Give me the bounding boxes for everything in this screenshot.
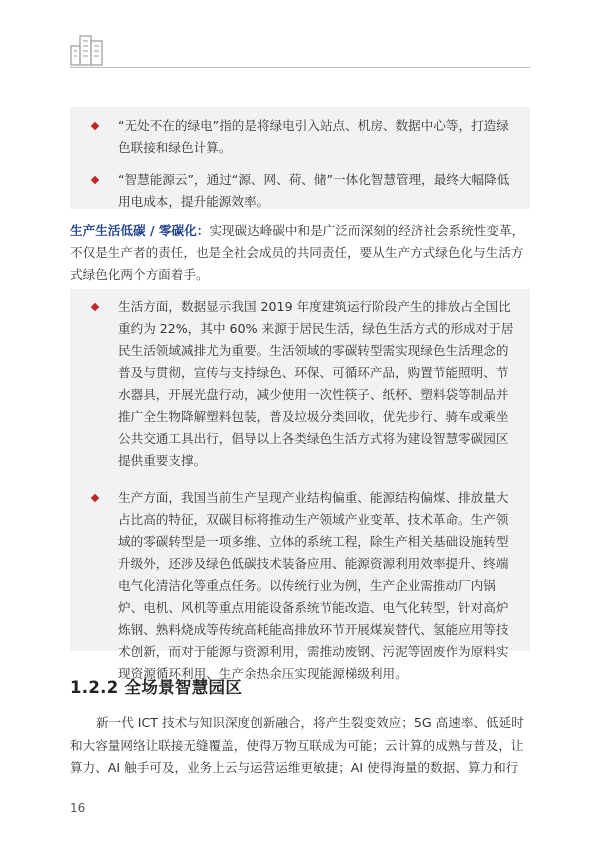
diamond-bullet-icon	[91, 122, 99, 130]
paragraph-ict: 新一代 ICT 技术与知识深度创新融合，将产生裂变效应；5G 高速率、低延时和大容量网络让联接无缝覆盖，使得万物互联成为可能；云计算的成熟与普及，让算力、AI 触手可及，业务上云与运营运维更敏捷；AI 使得海量的数据、算力和行	[70, 715, 524, 775]
highlight-box-green-power	[70, 107, 530, 209]
bullet-text: 生产方面，我国当前生产呈现产业结构偏重、能源结构偏煤、排放量大占比高的特征，双碳目标将推动生产领域产业变革、技术革命。生产领域的零碳转型是一项多维、立体的系统工程，除生产相关基础设施转型升级外，还涉及绿色低碳技术装备应用、能源资源利用效率提升、终端电气化清洁化等重点任务。以传统行业为例，生产企业需推动厂内锅炉、电机、风机等重点用能设备系统节能改造、电气化转型，针对高炉炼钢、熟料烧成等传统高耗能高排放环节开展煤炭替代、氢能应用等技术创新，而对于能源与资源利用，需推动废钢、污泥等固废作为原料实现资源循环利用、生产余热余压实现能源梯级利用。	[118, 490, 509, 681]
bullet-text: “无处不在的绿电”指的是将绿电引入站点、机房、数据中心等，打造绿色联接和绿色计算。	[118, 118, 509, 155]
section-title: 1.2.2 全场景智慧园区	[70, 678, 243, 697]
bullet-item	[90, 296, 516, 472]
diamond-bullet-icon	[91, 176, 99, 184]
diamond-bullet-icon	[91, 494, 99, 502]
bullet-item	[90, 487, 516, 685]
header-rule	[70, 67, 530, 68]
paragraph-keyword: 生产生活低碳 / 零碳化：	[70, 223, 210, 238]
building-icon	[70, 34, 104, 66]
bullet-item	[90, 169, 516, 213]
highlight-box-life-production	[70, 289, 530, 681]
page-number: 16	[70, 801, 86, 815]
diamond-bullet-icon	[91, 303, 99, 311]
paragraph-text: 实现碳达峰碳中和是广泛而深刻的经济社会系统性变革，不仅是生产者的责任，也是全社会成员的共同责任，要从生产方式绿色化与生活方式绿色化两个方面着手。	[70, 223, 525, 282]
bullet-text: “智慧能源云”，通过“源、网、荷、储”一体化智慧管理，最终大幅降低用电成本，提升能源效率。	[118, 172, 510, 209]
paragraph-low-carbon	[70, 220, 530, 286]
bullet-text: 生活方面，数据显示我国 2019 年度建筑运行阶段产生的排放占全国比重约为 22%，其中 60% 来源于居民生活，绿色生活方式的形成对于居民生活领域减排尤为重要。生活领域的零碳转型需实现绿色生活理念的普及与贯彻，宣传与支持绿色、环保、可循环产品，购置节能照明、节水器具，开展光盘行动，减少使用一次性筷子、纸杯、塑料袋等制品并推广全生物降解塑料包装，普及垃圾分类回收，优先步行、骑车或乘坐公共交通工具出行，倡导以上各类绿色生活方式将为建设智慧零碳园区提供重要支撑。	[118, 299, 514, 468]
bullet-item	[90, 115, 516, 159]
